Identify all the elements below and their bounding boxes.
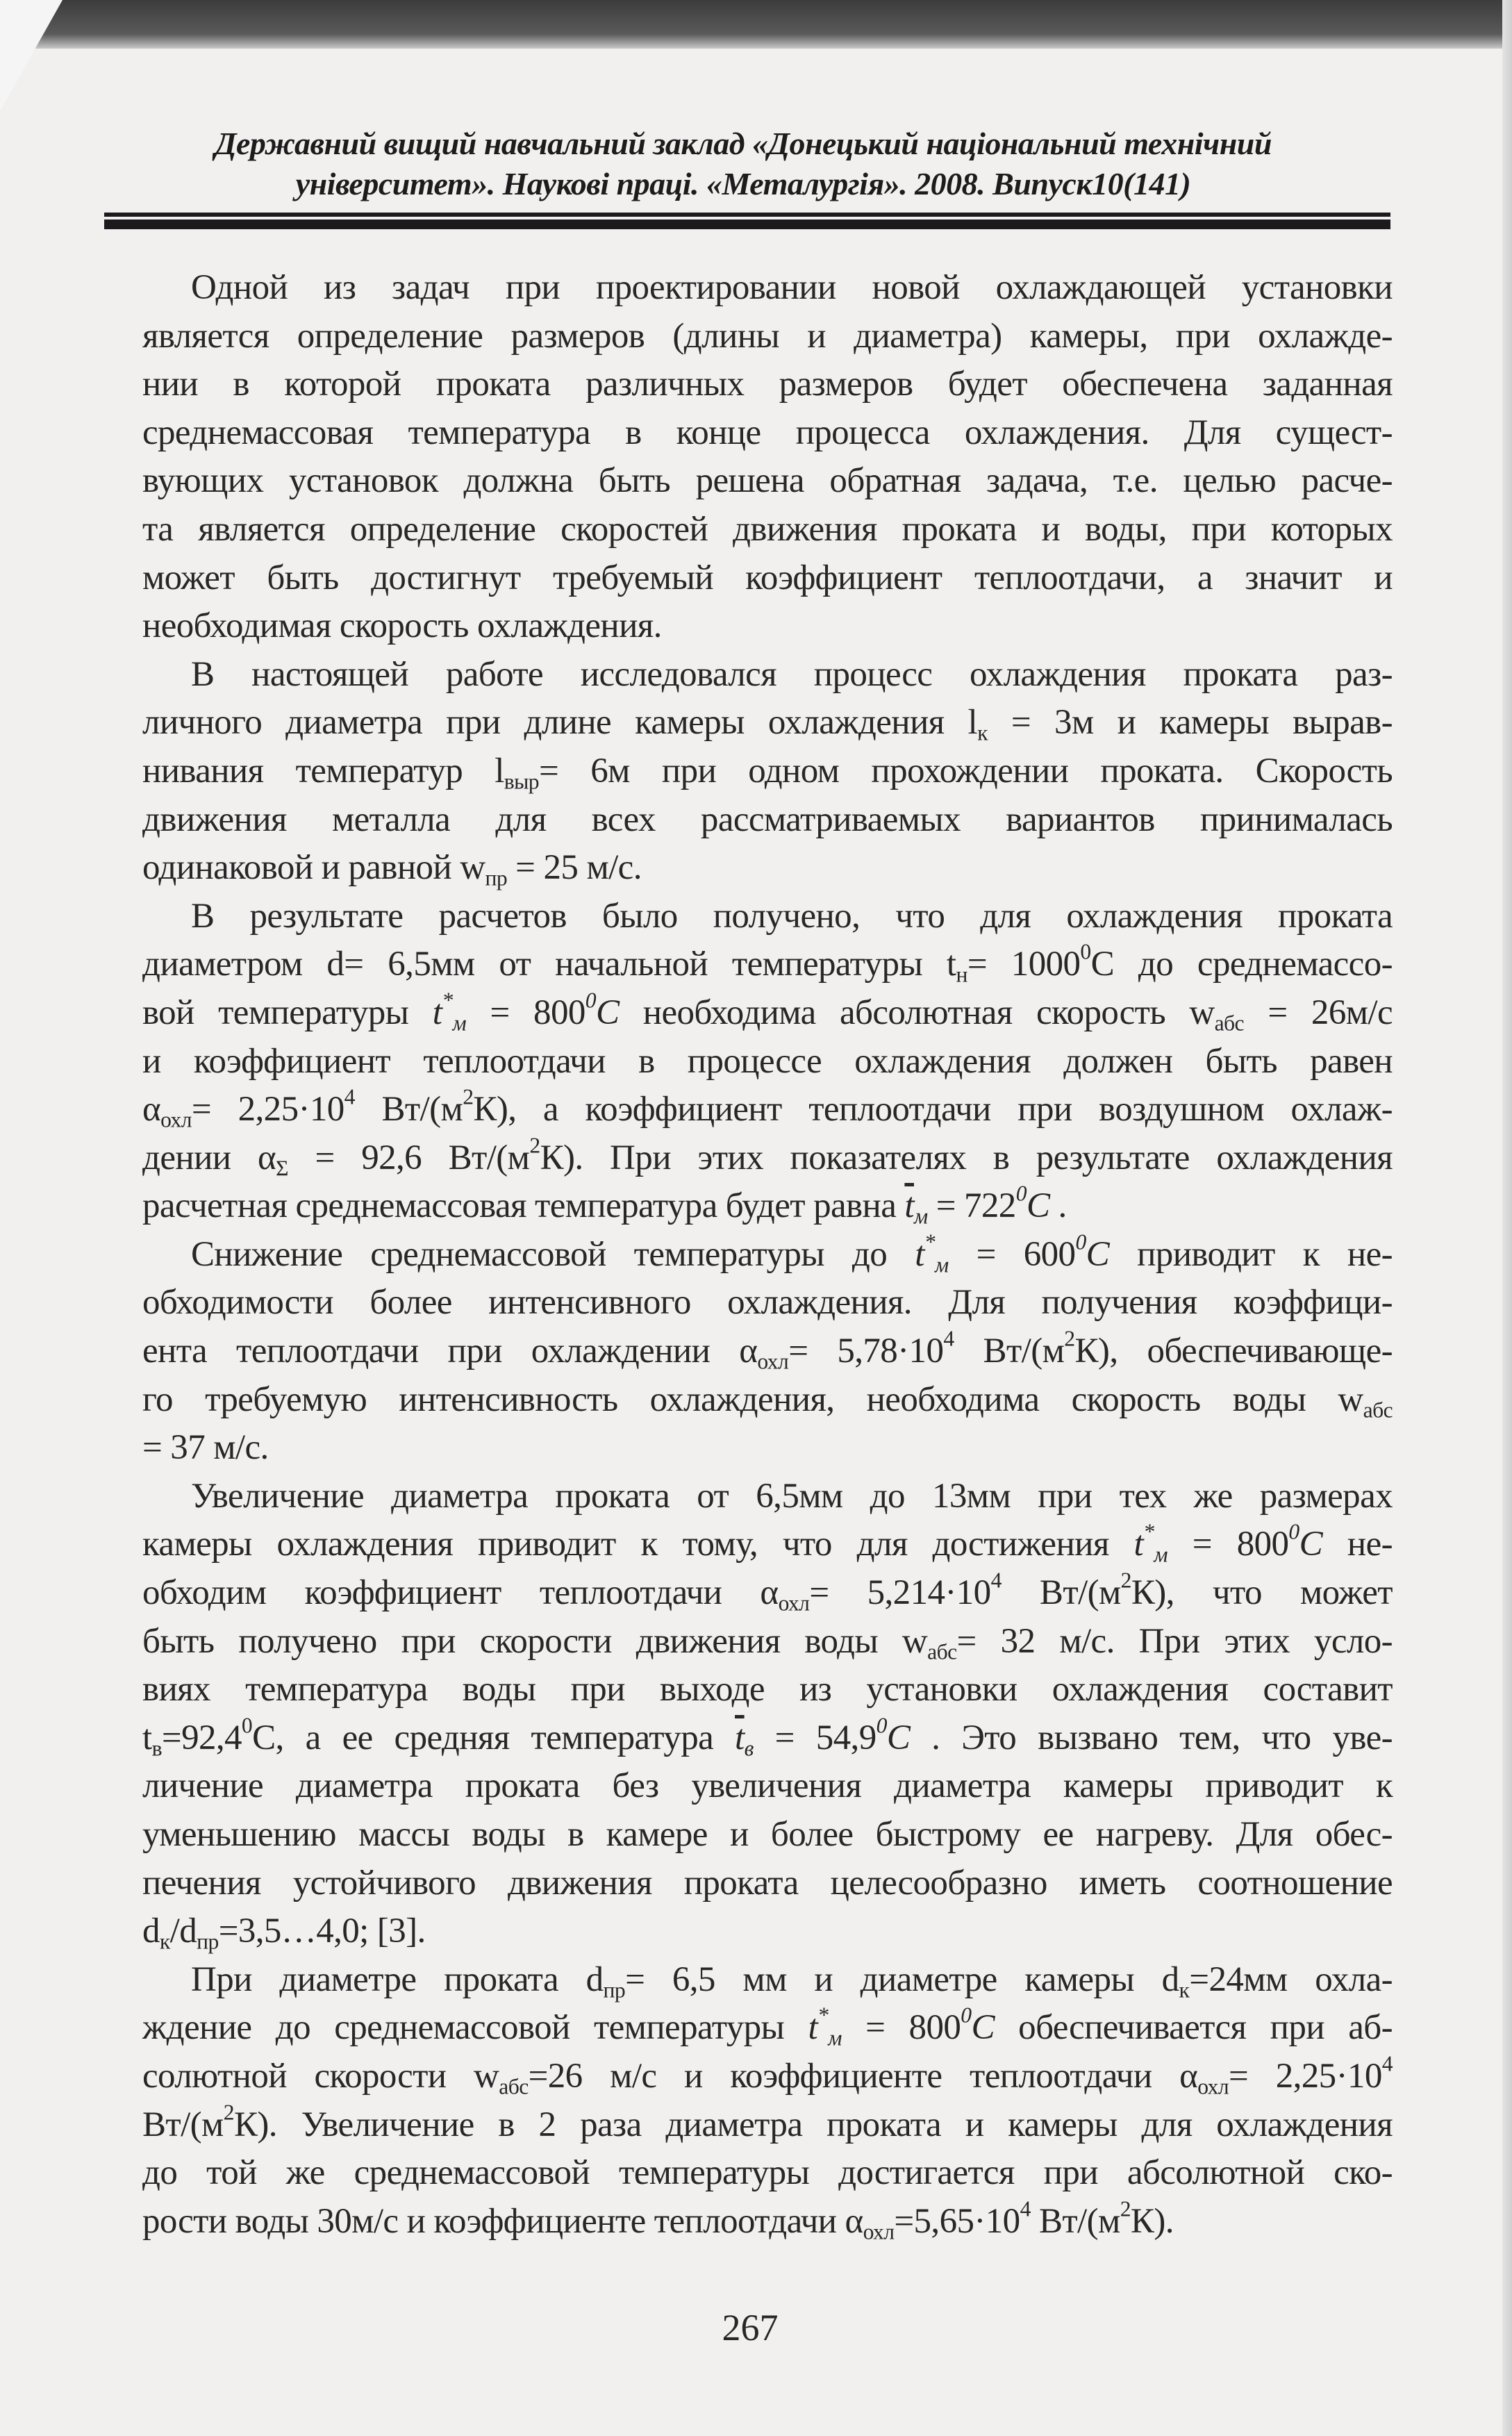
p4-line-2: обходимости более интенсивного охлаждения. Для получения коэффици- (142, 1283, 1393, 1323)
p6-line-5: до той же среднемассовой температуры достигается при абсолютной ско- (142, 2153, 1393, 2193)
p4-line-5: = 37 м/с. (142, 1428, 269, 1468)
p3-line-7: расчетная среднемассовая температура будет равна $\overline{t}_м = 722^0C$ . (142, 1181, 1067, 1229)
article-body (142, 264, 1393, 2246)
header-rule-thin (104, 213, 1390, 217)
scan-edge-top (0, 0, 1512, 49)
p5-line-7: личение диаметра проката без увеличения диаметра камеры приводит к (142, 1766, 1393, 1806)
p5-line-8: уменьшению массы воды в камере и более быстрому ее нагреву. Для обес- (142, 1815, 1393, 1854)
paragraph-5 (142, 1473, 1393, 1956)
journal-header-line-1: Державний вищий навчальний заклад «Донецький національний технічний (215, 126, 1272, 161)
p1-line-6: та является определение скоростей движения проката и воды, при которых (142, 509, 1393, 549)
formula-t-m-star-800-b: $t^*_м = 800^0C$ (808, 2003, 995, 2050)
formula-t-m-star-800: $t^*_м = 800^0C$ (1133, 1519, 1323, 1567)
page-number: 267 (722, 2307, 779, 2348)
p6-line-2: ждение до среднемассовой температуры $t^*_м = 800^0C$ обеспечивается при аб- (142, 2003, 1393, 2050)
p3-line-4: и коэффициент теплоотдачи в процессе охлаждения должен быть равен (142, 1041, 1393, 1081)
p3-line-3: вой температуры $t^*_м = 800^0C$ необходима абсолютная скорость $w_{абс} = 26м/с$ (142, 988, 1393, 1036)
p2-line-3: нивания температур $l_{выр}= 6м$ при одном прохождении проката. Скорость (142, 751, 1393, 794)
p2-line-4: движения металла для всех рассматриваемых вариантов принималась (142, 799, 1393, 839)
formula-t-m-bar: $\overline{t}_м = 722^0C$ (904, 1181, 1050, 1229)
p6-line-4: $Вт/(м^2К)$. Увеличение в 2 раза диаметра проката и камеры для охлаждения (142, 2099, 1393, 2144)
journal-header-line-2: університет». Наукові праці. «Металургія». 2008. Випуск10(141) (295, 166, 1191, 201)
paragraph-2 (142, 651, 1393, 893)
p5-line-2: камеры охлаждения приводит к тому, что для достижения $t^*_м = 800^0C$ не- (142, 1519, 1393, 1567)
scan-folded-corner (0, 0, 63, 111)
p1-line-2: является определение размеров (длины и диаметра) камеры, при охлажде- (142, 316, 1393, 356)
p6-line-6: рости воды 30м/с и коэффициенте теплоотдачи $\alpha_{охл}=5,65\cdot 10^4$ $Вт/(м^2К)$. (142, 2196, 1174, 2244)
p6-line-1: При диаметре проката $d_{пр}= 6,5$ мм и диаметре камеры $d_к=24мм$ охла- (191, 1959, 1393, 2003)
p2-line-5: одинаковой и равной $w_{пр} = 25$ м/с. (142, 848, 642, 890)
paragraph-1 (142, 264, 1393, 651)
p5-line-10: $d_к/d_{пр}=3,5\dots 4,0$; [3]. (142, 1912, 426, 1954)
header-rule-thick (104, 219, 1390, 229)
formula-t-m-star: $t^*_м = 800^0C$ (432, 988, 620, 1036)
p5-line-4: быть получено при скорости движения воды $w_{абс}= 32$ м/с. При этих усло- (142, 1621, 1393, 1664)
p1-line-5: вующих установок должна быть решена обратная задача, т.е. целью расче- (142, 461, 1393, 501)
p4-line-1: Снижение среднемассовой температуры до $t^*_м = 600^0C$ приводит к не- (191, 1229, 1393, 1277)
p1-line-7: может быть достигнут требуемый коэффициент теплоотдачи, а значит и (142, 558, 1393, 597)
p3-line-1: В результате расчетов было получено, что для охлаждения проката (191, 896, 1393, 936)
formula-t-m-star-600: $t^*_м = 600^0C$ (915, 1229, 1110, 1277)
p5-line-3: обходим коэффициент теплоотдачи $\alpha_{охл}= 5,214\cdot 10^4$ $Вт/(м^2К)$, что может (142, 1568, 1393, 1616)
p1-line-3: нии в которой проката различных размеров будет обеспечена заданная (142, 365, 1393, 404)
p5-line-1: Увеличение диаметра проката от 6,5мм до 13мм при тех же размерах (191, 1476, 1393, 1516)
p5-line-9: печения устойчивого движения проката целесообразно иметь соотношение (142, 1863, 1393, 1903)
p5-line-5: виях температура воды при выходе из установки охлаждения составит (142, 1670, 1393, 1709)
p1-line-1: Одной из задач при проектировании новой охлаждающей установки (191, 268, 1393, 307)
p5-line-6: $t_в=92,4^0С$, а ее средняя температура $\overline{t}_в = 54,9^0C$ . Это вызвано тем, что уве- (142, 1713, 1393, 1761)
paragraph-4 (142, 1231, 1393, 1473)
paragraph-3 (142, 893, 1393, 1231)
p1-line-4: среднемассовая температура в конце процесса охлаждения. Для сущест- (142, 413, 1393, 452)
p3-line-6: дении $\alpha_\Sigma = 92,6$ $Вт/(м^2К)$. При этих показателях в результате охлаждения (142, 1132, 1393, 1181)
scan-edge-right (1502, 0, 1512, 2436)
p1-line-8: необходимая скорость охлаждения. (142, 606, 662, 646)
journal-header (146, 124, 1340, 204)
p4-line-4: го требуемую интенсивность охлаждения, необходима скорость воды $w_{абс}$ (142, 1379, 1393, 1423)
p3-line-5: $\alpha_{охл}= 2,25\cdot 10^4$ $Вт/(м^2К)$, а коэффициент теплоотдачи при воздушном охлаж- (142, 1084, 1393, 1132)
p3-line-2: диаметром d= 6,5мм от начальной температуры $t_н= 1000^0С$ до среднемассо- (142, 939, 1393, 987)
p2-line-2: личного диаметра при длине камеры охлаждения $l_к = 3м$ и камеры вырав- (142, 703, 1393, 745)
paragraph-6 (142, 1956, 1393, 2246)
formula-t-v-bar: $\overline{t}_в = 54,9^0C$ (735, 1713, 911, 1761)
p6-line-3: солютной скорости $w_{абс}=26$ м/с и коэффициенте теплоотдачи $\alpha_{охл}= 2,25\cdot 10^4$ (142, 2051, 1393, 2099)
p4-line-3: ента теплоотдачи при охлаждении $\alpha_{охл}= 5,78\cdot 10^4$ $Вт/(м^2К)$, обеспечивающе- (142, 1326, 1393, 1374)
p2-line-1: В настоящей работе исследовался процесс охлаждения проката раз- (191, 654, 1393, 694)
